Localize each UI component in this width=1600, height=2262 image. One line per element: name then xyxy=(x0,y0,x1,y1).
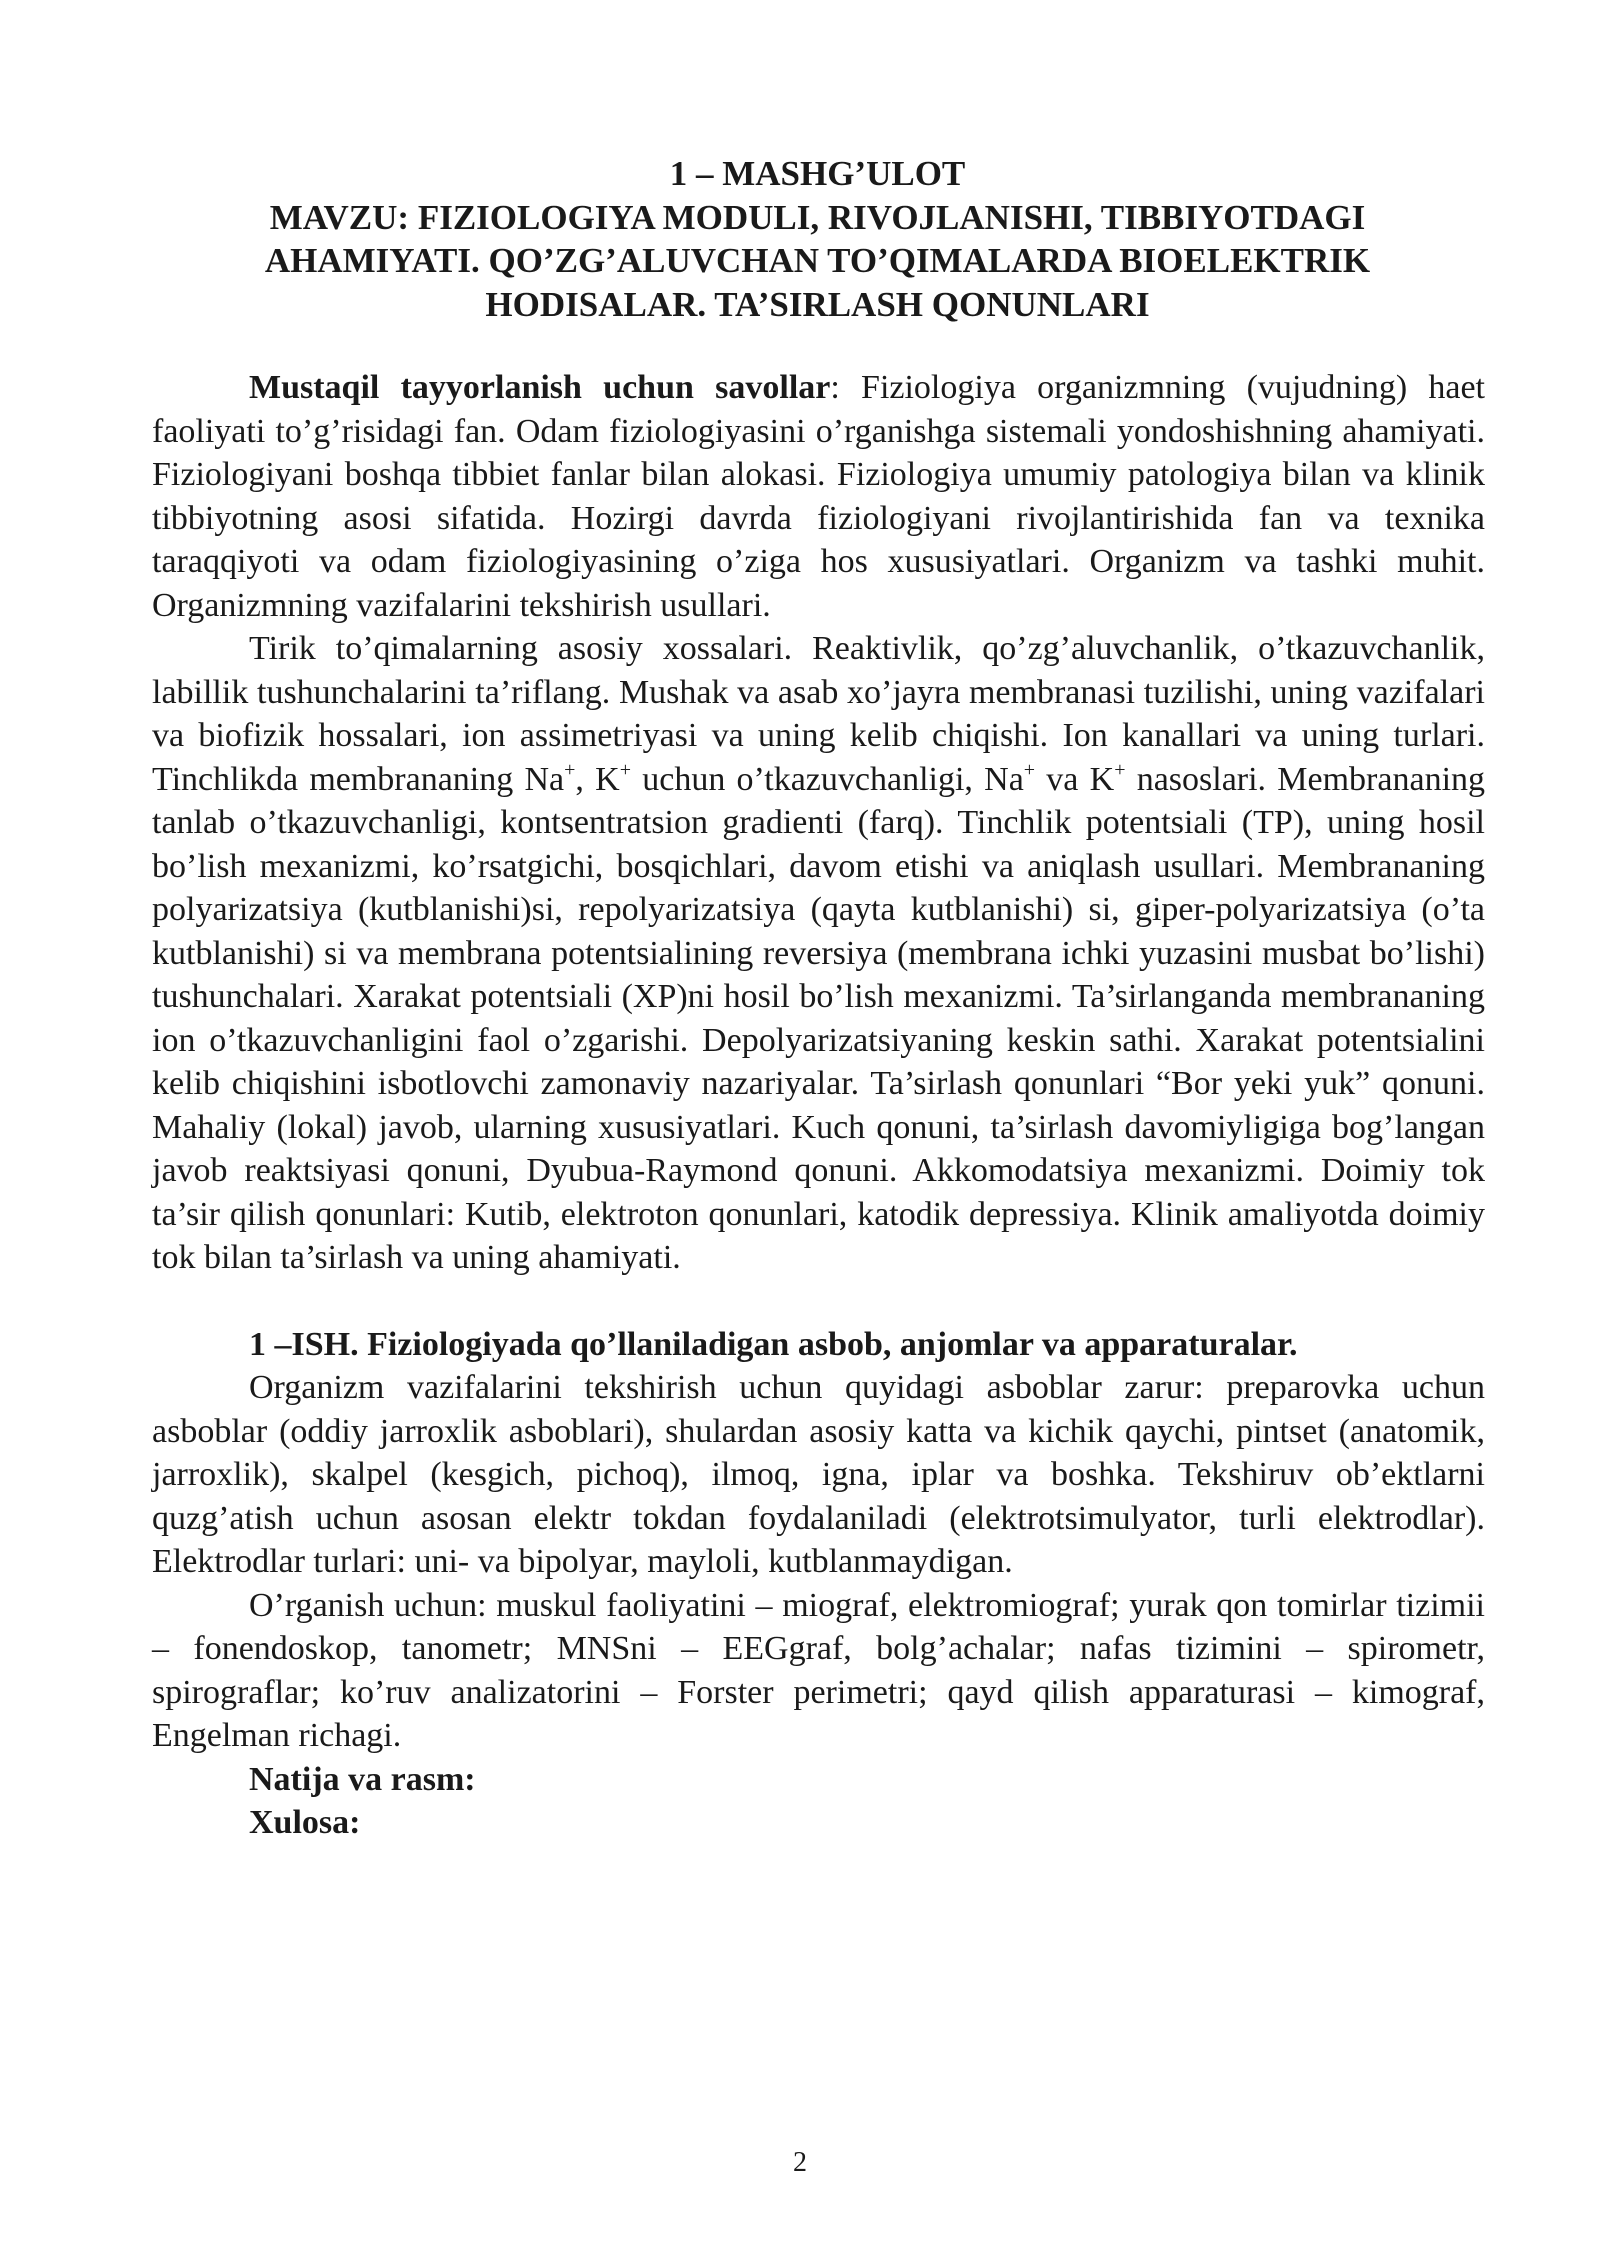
tissues-text-e: nasoslari. Membrananing tanlab o’tkazuvchanligi, kontsentratsion gradienti (farq). Tinchlik potentsiali (TP), uning hosil bo’lish mexanizmi, ko’rsatgichi, bosqichlari, davom etishi va aniqlash usullari. Membrananing polyarizatsiya (kutblanishi)si, repolyarizatsiya (qayta kutblanishi) si, giper-polyarizatsiya (o’ta kutblanishi) si va membrana potentsialining reversiya (membrana ichki yuzasini musbat bo’lishi) tushunchalari. Xarakat potentsiali (XP)ni hosil bo’lish mexanizmi. Ta’sirlanganda membrananing ion o’tkazuvchanligini faol o’zgarishi. Depolyarizatsiyaning keskin sathi. Xarakat potentsialini kelib chiqishini isbotlovchi zamonaviy nazariyalar. Ta’sirlash qonunlari “Bor yeki yuk” qonuni. Mahaliy (lokal) javob, ularning xususiyatlari. Kuch qonuni, ta’sirlash davomiyligiga bog’langan javob reaktsiyasi qonuni, Dyubua-Raymond qonuni. Akkomodatsiya mexanizmi. Doimiy tok ta’sir qilish qonunlari: Kutib, elektroton qonunlari, katodik depressiya. Klinik amaliyotda doimiy tok bilan ta’sirlash va uning ahamiyati. xyxy=(152,760,1486,1276)
work-title xyxy=(152,1323,1485,1367)
work-title-text: 1 –ISH. Fiziologiyada qo’llaniladigan asbob, anjomlar va apparaturalar. xyxy=(249,1325,1298,1363)
questions-paragraph xyxy=(152,366,1485,627)
tissues-text-a: Tirik to’qimalarning asosiy xossalari. Reaktivlik, qo’zg’aluvchanlik, o’tkazuvchanlik, labillik tushunchalarini ta’riflang. Mushak va asab xo’jayra membranasi tuzilishi, uning vazifalari va biofizik hossalari, ion assimetriyasi va uning kelib chiqishi. Ion kanallari va uning turlari. Tinchlikda membrananing Na xyxy=(152,630,1485,798)
superscript-plus: + xyxy=(619,758,631,781)
page-number: 2 xyxy=(793,2147,807,2178)
topic-line-1: MAVZU: FIZIOLOGIYA MODULI, RIVOJLANISHI, TIBBIYOTDAGI xyxy=(269,197,1366,237)
tissues-paragraph xyxy=(152,627,1485,1280)
topic-line-3: HODISALAR. TA’SIRLASH QONUNLARI xyxy=(485,284,1150,324)
topic-line-2: AHAMIYATI. QO’ZG’ALUVCHAN TO’QIMALARDA BIOELEKTRIK xyxy=(264,241,1371,280)
superscript-plus: + xyxy=(1114,758,1126,781)
tissues-text-b: , K xyxy=(575,760,620,798)
study-paragraph: O’rganish uchun: muskul faoliyatini – miograf, elektromiograf; yurak qon tomirlar tizimii – fonendoskop, tanometr; MNSni – EEGgraf, bolg’achalar; nafas tizimini – spirometr, spirograflar; ko’ruv analizatorini – Forster perimetri; qayd qilish apparaturasi – kimograf, Engelman richagi. xyxy=(152,1586,1485,1754)
tissues-text-c: uchun o’tkazuvchanligi, Na xyxy=(631,760,1024,798)
lesson-number: 1 – MASHG’ULOT xyxy=(669,154,966,193)
results-label: Natija va rasm: xyxy=(249,1760,476,1798)
questions-lead: Mustaqil tayyorlanish uchun savollar xyxy=(249,369,831,406)
questions-text: : Fiziologiya organizmning (vujudning) haet faoliyati to’g’risidagi fan. Odam fiziologiyasini o’rganishga sistemali yondoshishning ahamiyati. Fiziologiyani boshqa tibbiet fanlar bilan alokasi. Fiziologiya umumiy patologiya bilan va klinik tibbiyotning asosi sifatida. Hozirgi davrda fiziologiyani rivojlantirishida fan va texnika taraqqiyoti va odam fiziologiyasining o’ziga hos xususiyatlari. Organizm va tashki muhit. Organizmning vazifalarini tekshirish usullari. xyxy=(152,369,1486,624)
instruments-paragraph: Organizm vazifalarini tekshirish uchun quyidagi asboblar zarur: preparovka uchun asboblar (oddiy jarroxlik asboblari), shulardan asosiy katta va kichik qaychi, pintset (anatomik, jarroxlik), skalpel (kesgich, pichoq), ilmoq, igna, iplar va boshka. Tekshiruv ob’ektlarni quzg’atish uchun asosan elektr tokdan foydalaniladi (elektrotsimulyator, turli elektrodlar). Elektrodlar turlari: uni- va bipolyar, mayloli, kutblanmaydigan. xyxy=(152,1369,1485,1580)
superscript-plus: + xyxy=(564,758,576,781)
conclusion-label: Xulosa: xyxy=(249,1804,361,1841)
tissues-text-d: va K xyxy=(1035,760,1115,798)
document-body xyxy=(152,366,1485,1845)
lesson-heading xyxy=(150,152,1485,326)
superscript-plus: + xyxy=(1023,758,1036,781)
